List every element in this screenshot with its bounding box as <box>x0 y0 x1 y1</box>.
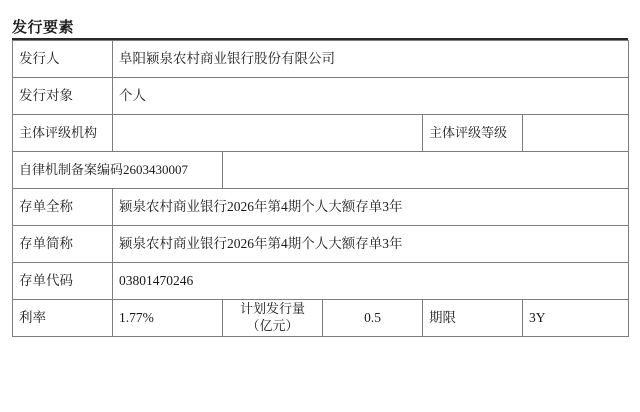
table-row <box>13 226 629 263</box>
row-value-term: 3Y <box>523 300 629 337</box>
table-row <box>13 115 629 152</box>
row-value-target: 个人 <box>113 78 629 115</box>
row-label-rating-agency: 主体评级机构 <box>13 115 113 152</box>
row-label-plan-volume <box>223 300 323 337</box>
table-row-rate <box>13 300 629 337</box>
table-row <box>13 189 629 226</box>
row-label-rate: 利率 <box>13 300 113 337</box>
row-label-issuer: 发行人 <box>13 41 113 78</box>
row-label-short-name: 存单简称 <box>13 226 113 263</box>
row-value-full-name: 颍泉农村商业银行2026年第4期个人大额存单3年 <box>113 189 629 226</box>
row-value-short-name: 颍泉农村商业银行2026年第4期个人大额存单3年 <box>113 226 629 263</box>
row-value-issuer: 阜阳颍泉农村商业银行股份有限公司 <box>113 41 629 78</box>
row-value-plan-volume: 0.5 <box>323 300 423 337</box>
table-row <box>13 263 629 300</box>
row-value-filing-code-blank <box>223 152 629 189</box>
row-value-code: 03801470246 <box>113 263 629 300</box>
table-row <box>13 78 629 115</box>
row-value-rating-agency <box>113 115 423 152</box>
row-value-rating-grade <box>523 115 629 152</box>
row-label-filing-code <box>13 152 223 189</box>
issuance-elements-table <box>12 40 629 337</box>
row-value-rate: 1.77% <box>113 300 223 337</box>
filing-code-value: 2603430007 <box>123 161 189 177</box>
row-label-rating-grade: 主体评级等级 <box>423 115 523 152</box>
table-row <box>13 152 629 189</box>
plan-volume-line1: 计划发行量 <box>239 301 305 317</box>
filing-code-label: 自律机制备案编码 <box>19 161 124 177</box>
row-label-code: 存单代码 <box>13 263 113 300</box>
row-label-full-name: 存单全称 <box>13 189 113 226</box>
row-label-target: 发行对象 <box>13 78 113 115</box>
table-row <box>13 41 629 78</box>
page-title: 发行要素 <box>12 19 75 36</box>
plan-volume-line2: （亿元） <box>246 318 299 333</box>
row-label-term: 期限 <box>423 300 523 337</box>
